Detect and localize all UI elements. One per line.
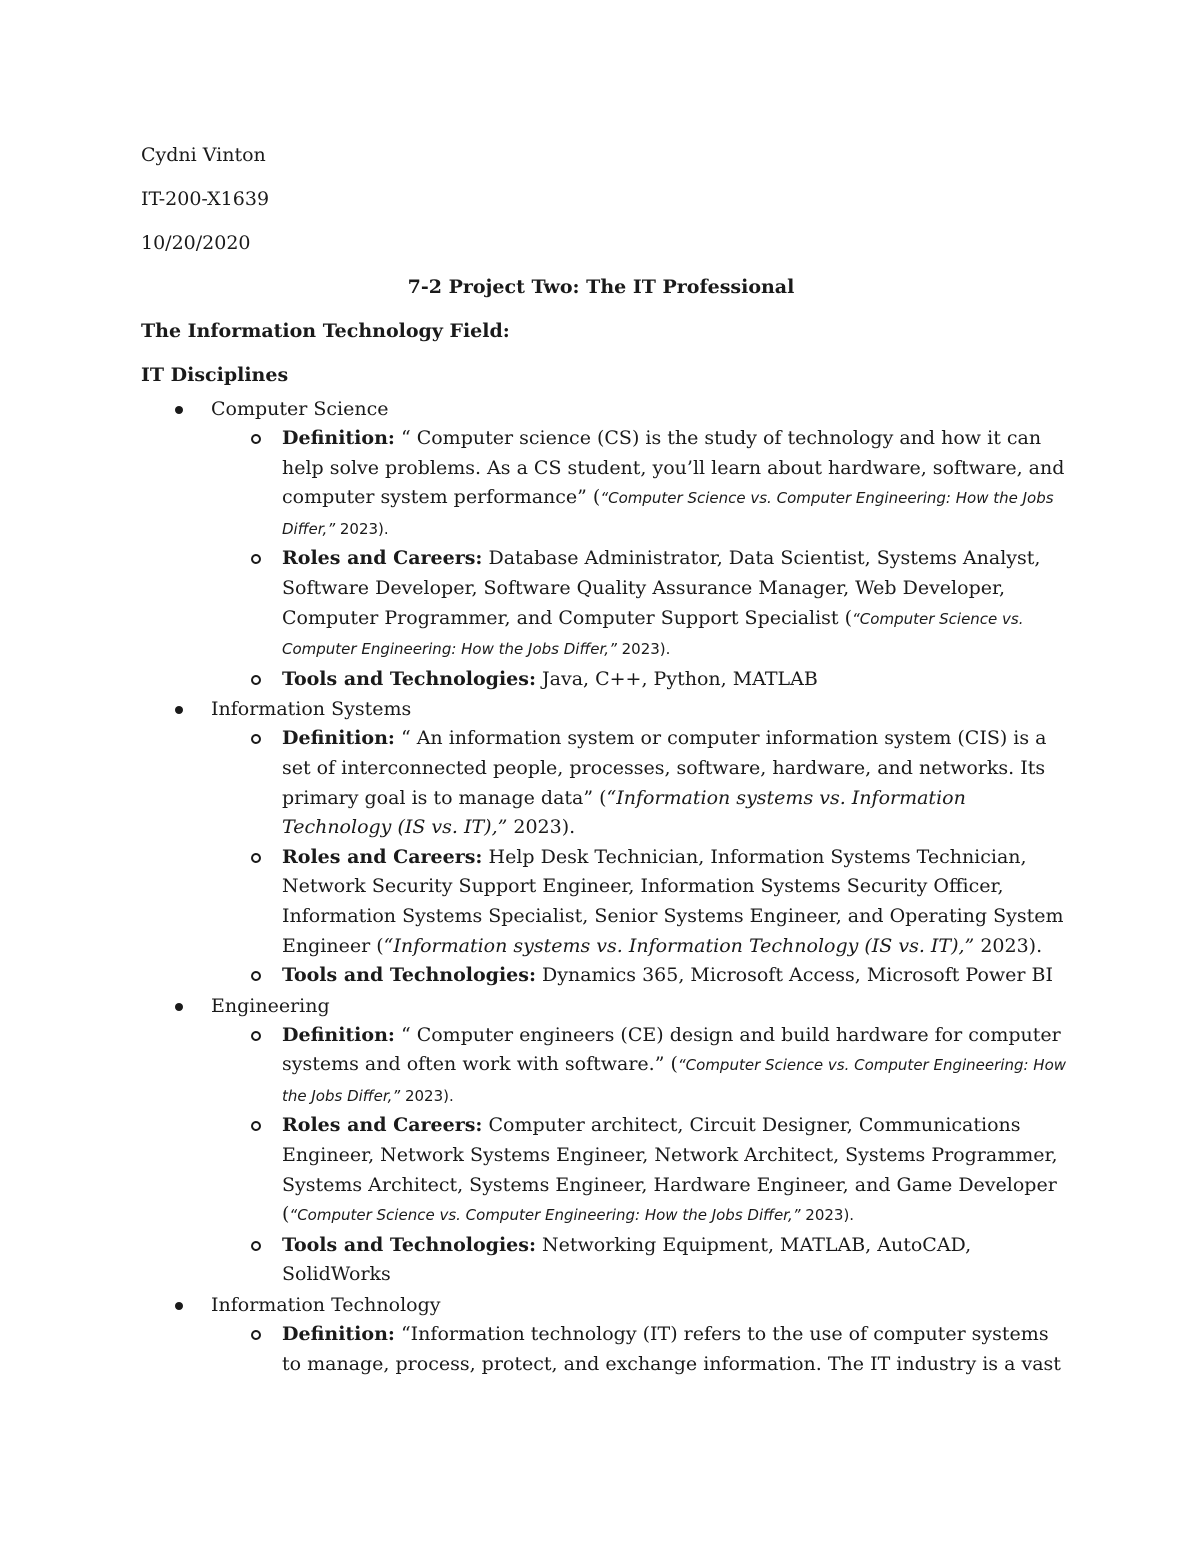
citation-year: 2023). — [335, 519, 389, 538]
definition-text — [282, 1021, 1072, 1112]
disciplines-list — [141, 394, 1067, 1379]
circle-bullet-icon — [251, 1330, 261, 1340]
document-title: 7-2 Project Two: The IT Professional — [407, 276, 795, 298]
discipline-details — [211, 424, 1065, 694]
definition-body: “Information technology (IT) refers to the use of computer systems to manage, process, protect, and exchange information. The IT industry is a vast — [282, 1323, 1061, 1375]
list-item — [141, 991, 1067, 1290]
citation: “Computer Science vs. Computer Engineering: How the Jobs Differ,” — [289, 1206, 801, 1225]
list-item — [211, 544, 1061, 664]
discipline-name: Computer Science — [211, 398, 389, 420]
tools-body: Networking Equipment, MATLAB, AutoCAD, SolidWorks — [282, 1233, 972, 1286]
definition-label: Definition: — [282, 1323, 395, 1346]
tools-label: Tools and Technologies: — [282, 667, 536, 690]
circle-bullet-icon — [251, 434, 261, 444]
tools-body: Dynamics 365, Microsoft Access, Microsoft Power BI — [542, 964, 1053, 987]
document-body — [141, 140, 1067, 1379]
roles-body: Database Administrator, Data Scientist, Systems Analyst, Software Developer, Software Quality Assurance Manager, Web Developer, Computer Programmer, and Computer Support Specialist ( — [282, 547, 1041, 629]
citation-year: 2023). — [974, 934, 1043, 957]
circle-bullet-icon — [251, 554, 261, 564]
definition-label: Definition: — [282, 1023, 395, 1046]
list-item — [211, 961, 1061, 991]
roles-text — [282, 544, 1072, 664]
list-item — [141, 1290, 1061, 1379]
tools-label: Tools and Technologies: — [282, 1233, 536, 1256]
definition-body: “ An information system or computer information system (CIS) is a set of interconnected people, processes, software, hardware, and networks. Its primary goal is to manage data” ( — [282, 727, 1047, 809]
discipline-details — [211, 724, 1064, 990]
list-item — [141, 694, 1064, 990]
roles-label: Roles and Careers: — [282, 845, 483, 868]
definition-body: “ Computer engineers (CE) design and build hardware for computer systems and often work with software.” ( — [282, 1023, 1061, 1076]
subsection-heading: IT Disciplines — [141, 364, 289, 386]
definition-body: “ Computer science (CS) is the study of technology and how it can help solve problems. As a CS student, you’ll learn about hardware, software, and computer system performance” ( — [282, 427, 1065, 509]
circle-bullet-icon — [251, 853, 261, 863]
list-item — [211, 724, 1061, 842]
list-item — [211, 424, 1065, 544]
citation-year: 2023). — [800, 1206, 855, 1225]
definition-label: Definition: — [282, 427, 395, 449]
document-date: 10/20/2020 — [141, 232, 251, 254]
roles-body: Help Desk Technician, Information Systems Technician, Network Security Support Engineer, Information Systems Security Officer, Information Systems Specialist, Senior Systems Engineer, and Operating System Engineer ( — [282, 845, 1064, 957]
citation: “Computer Science vs. Computer Engineering: How the Jobs Differ,” — [282, 489, 1054, 538]
roles-text — [282, 843, 1072, 961]
list-item — [211, 843, 1064, 961]
list-item — [141, 394, 1065, 694]
discipline-name: Engineering — [211, 994, 330, 1017]
citation: “Computer Science vs. Computer Engineering: How the Jobs Differ,” — [282, 609, 1024, 659]
circle-bullet-icon — [251, 734, 261, 744]
list-item — [211, 1021, 1067, 1112]
tools-text — [282, 961, 1072, 991]
discipline-name: Information Technology — [211, 1294, 441, 1317]
bullet-icon — [175, 1302, 183, 1310]
discipline-details — [211, 1320, 1061, 1379]
tools-text — [282, 665, 1072, 695]
discipline-name: Information Systems — [211, 698, 412, 721]
circle-bullet-icon — [251, 971, 261, 981]
bullet-icon — [175, 1003, 183, 1011]
tools-label: Tools and Technologies: — [282, 964, 536, 987]
section-heading: The Information Technology Field: — [141, 320, 510, 342]
bullet-icon — [175, 706, 183, 714]
bullet-icon — [175, 406, 183, 414]
list-item — [211, 1111, 1061, 1230]
tools-body: Java, C++, Python, MATLAB — [542, 667, 818, 690]
author-name: Cydni Vinton — [141, 144, 266, 166]
tools-text — [282, 1231, 1072, 1290]
roles-label: Roles and Careers: — [282, 1114, 483, 1137]
citation: “Computer Science vs. Computer Engineering: How the Jobs Differ,” — [282, 1056, 1067, 1105]
roles-text — [282, 1111, 1072, 1230]
circle-bullet-icon — [251, 1121, 261, 1131]
definition-text — [282, 1320, 1072, 1379]
roles-label: Roles and Careers: — [282, 547, 483, 570]
citation-year: 2023). — [616, 640, 671, 659]
definition-text — [282, 424, 1072, 544]
list-item — [211, 1231, 1061, 1290]
citation: “Information systems vs. Information Technology (IS vs. IT),” — [282, 786, 966, 839]
definition-text — [282, 724, 1072, 842]
circle-bullet-icon — [251, 1241, 261, 1251]
definition-label: Definition: — [282, 727, 395, 750]
roles-body: Computer architect, Circuit Designer, Communications Engineer, Network Systems Engineer, Network Architect, Systems Programmer, Systems Architect, Systems Engineer, Hardware Engineer, and Game Developer ( — [282, 1114, 1058, 1226]
course-code: IT-200-X1639 — [141, 188, 270, 210]
discipline-details — [211, 1021, 1067, 1290]
citation-year: 2023). — [400, 1086, 454, 1105]
circle-bullet-icon — [251, 1031, 261, 1041]
circle-bullet-icon — [251, 675, 261, 685]
list-item — [211, 665, 1061, 695]
list-item — [211, 1320, 1061, 1379]
citation-year: 2023). — [507, 816, 576, 839]
citation: “Information systems vs. Information Technology (IS vs. IT),” — [383, 934, 975, 957]
